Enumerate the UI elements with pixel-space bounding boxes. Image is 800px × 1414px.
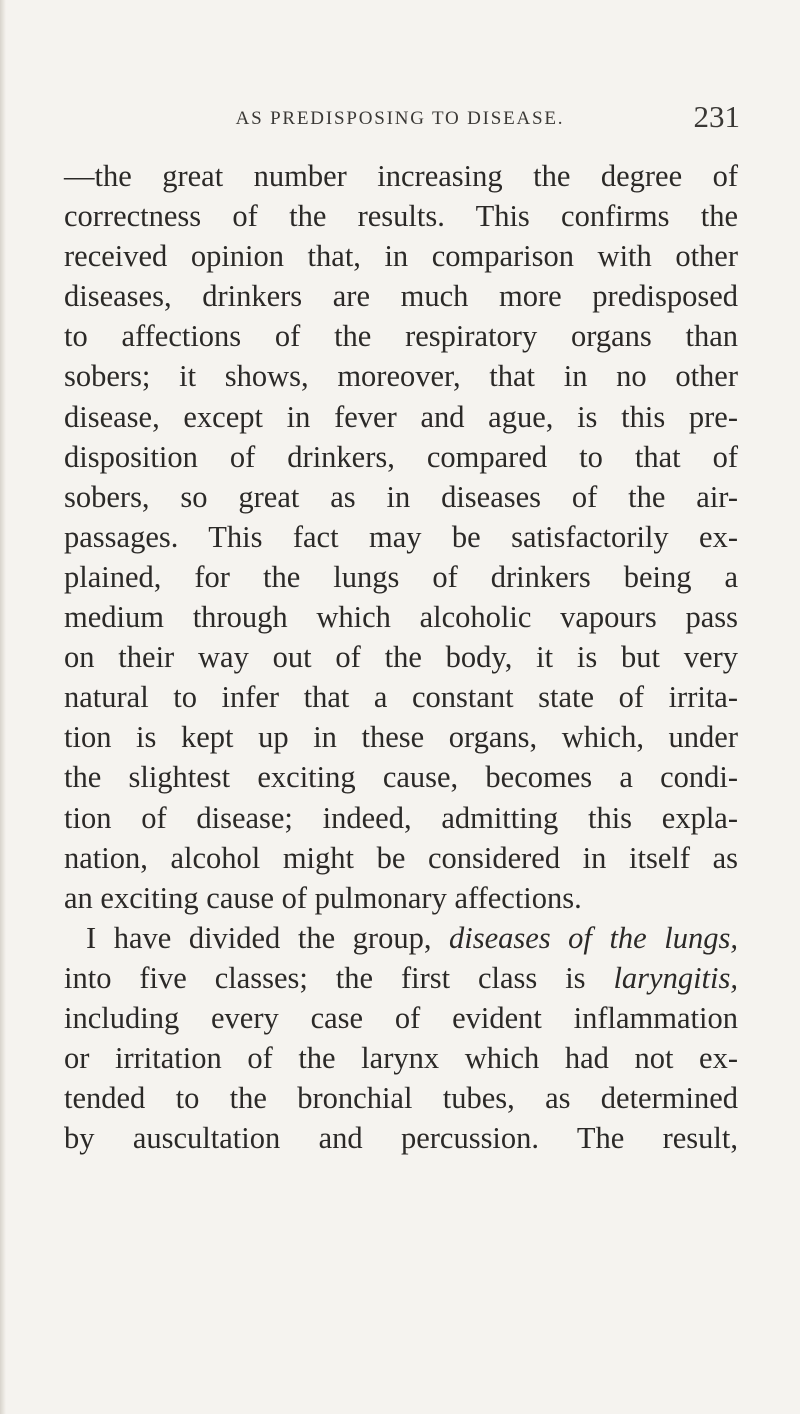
- paragraph-start-line: [64, 918, 738, 958]
- text-line: natural to infer that a constant state of irrita-: [64, 680, 738, 715]
- text-line: —the great number increasing the degree of: [64, 159, 738, 193]
- body-text: [64, 156, 738, 1158]
- italic-term: laryngitis,: [613, 960, 738, 995]
- paragraph-end-line: an exciting cause of pulmonary affections.: [64, 880, 582, 915]
- text-line: tion of disease; indeed, admitting this expla-: [64, 800, 738, 835]
- text-line: sobers, so great as in diseases of the air-: [64, 479, 738, 514]
- page-edge-shadow: [0, 0, 6, 1414]
- page-number: 231: [693, 99, 740, 134]
- text-line: including every case of evident inflammation: [64, 1000, 738, 1035]
- text-line: diseases, drinkers are much more predisposed: [64, 279, 738, 314]
- text-run: into five classes; the first class is: [64, 960, 614, 995]
- text-line: nation, alcohol might be considered in itself as: [64, 840, 738, 875]
- text-line: disease, except in fever and ague, is this pre-: [64, 399, 738, 434]
- running-head: AS PREDISPOSING TO DISEASE.: [235, 108, 565, 129]
- text-line: passages. This fact may be satisfactorily ex-: [64, 519, 738, 554]
- text-line: on their way out of the body, it is but very: [64, 640, 738, 675]
- text-run: I have divided the group,: [86, 920, 449, 955]
- text-line: by auscultation and percussion. The result,: [64, 1121, 738, 1156]
- text-line: tended to the bronchial tubes, as determined: [64, 1081, 738, 1116]
- text-line: or irritation of the larynx which had not ex-: [64, 1041, 738, 1076]
- text-line: tion is kept up in these organs, which, under: [64, 720, 738, 755]
- text-line: to affections of the respiratory organs than: [64, 319, 738, 354]
- text-line: sobers; it shows, moreover, that in no other: [64, 359, 738, 394]
- text-line: received opinion that, in comparison with other: [64, 239, 738, 274]
- text-line: plained, for the lungs of drinkers being a: [64, 559, 738, 594]
- text-line: [64, 958, 738, 998]
- italic-term: diseases of the lungs,: [448, 920, 738, 955]
- text-line: the slightest exciting cause, becomes a condi-: [64, 760, 738, 795]
- text-line: correctness of the results. This confirms the: [64, 199, 738, 234]
- text-line: disposition of drinkers, compared to that of: [64, 439, 738, 474]
- text-line: medium through which alcoholic vapours pass: [64, 600, 738, 635]
